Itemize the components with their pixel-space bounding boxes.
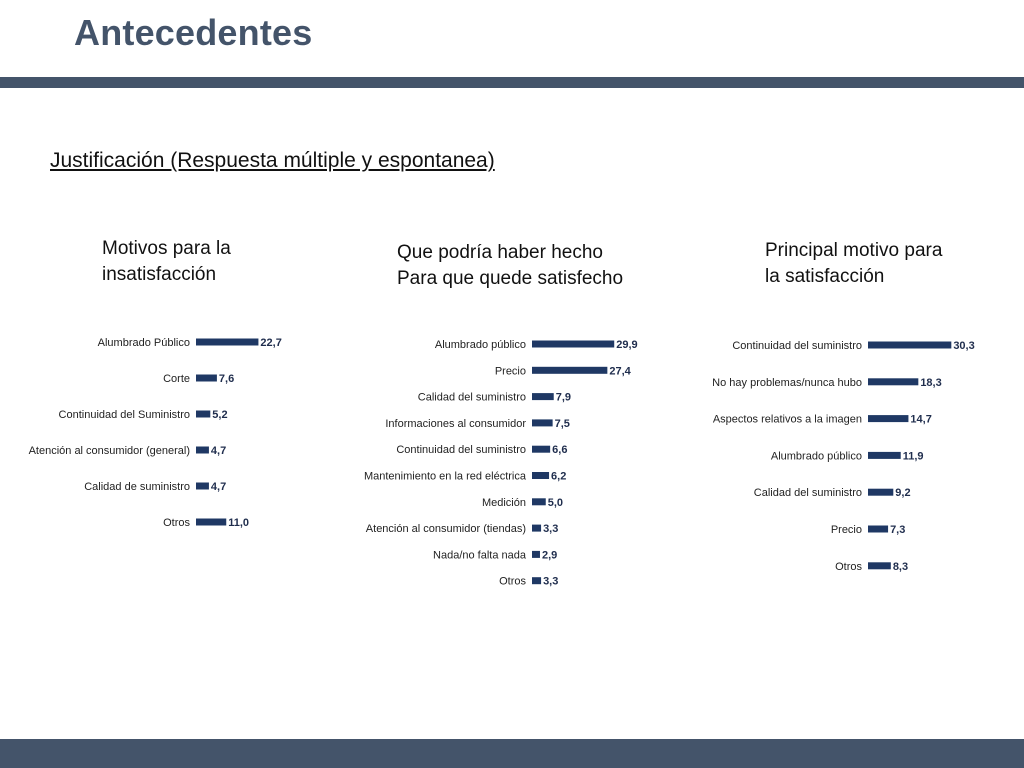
category-label: Continuidad del Suministro <box>58 409 190 421</box>
category-label: Precio <box>830 524 862 536</box>
category-label: Atención al consumidor (tiendas) <box>365 523 526 536</box>
bar <box>868 342 951 349</box>
category-label: Precio <box>494 365 526 378</box>
data-label: 11,0 <box>228 517 250 529</box>
header-band <box>0 77 1024 88</box>
category-label: Alumbrado público <box>770 450 862 463</box>
category-label: Calidad del suministro <box>753 487 862 500</box>
category-label: Continuidad del suministro <box>396 444 526 457</box>
category-label: Mantenimiento en la red eléctrica <box>363 470 526 483</box>
bar <box>532 551 540 558</box>
data-label: 3,3 <box>543 575 559 588</box>
data-label: 7,5 <box>554 417 570 430</box>
category-label: Atención al consumidor (general) <box>28 445 190 457</box>
bar <box>196 447 209 454</box>
bar <box>196 519 226 526</box>
data-label: 30,3 <box>953 340 975 352</box>
category-label: No hay problemas/nunca hubo <box>712 376 862 389</box>
bar <box>868 526 888 533</box>
bar <box>196 411 210 418</box>
bar <box>868 489 893 496</box>
bar <box>532 367 607 374</box>
category-label: Alumbrado público <box>434 339 526 351</box>
data-label: 7,9 <box>555 391 572 404</box>
slide-subtitle: Justificación (Respuesta múltiple y espontanea) <box>50 149 495 172</box>
category-label: Otros <box>499 575 526 588</box>
bar <box>868 562 891 569</box>
chart-satisfaccion <box>690 320 1024 590</box>
bar <box>532 577 541 584</box>
bar <box>532 446 550 453</box>
bar <box>196 375 217 382</box>
bar <box>532 393 554 400</box>
data-label: 4,7 <box>210 445 227 457</box>
category-label: Informaciones al consumidor <box>385 417 526 430</box>
category-label: Aspectos relativos a la imagen <box>712 413 862 426</box>
data-label: 5,2 <box>212 409 228 421</box>
data-label: 7,6 <box>218 373 235 385</box>
category-label: Otros <box>163 517 190 529</box>
data-label: 5,0 <box>547 496 564 509</box>
category-label: Medición <box>481 496 526 509</box>
data-label: 2,9 <box>541 549 558 562</box>
bar <box>868 378 918 385</box>
footer-band <box>0 739 1024 768</box>
bar <box>532 419 553 426</box>
data-label: 29,9 <box>616 339 638 351</box>
chart-que-podria-haber-hecho <box>320 320 690 600</box>
bar <box>868 452 901 459</box>
bar <box>532 525 541 532</box>
data-label: 8,3 <box>892 560 909 573</box>
category-label: Corte <box>163 373 190 385</box>
data-label: 22,7 <box>260 337 282 349</box>
data-label: 4,7 <box>210 481 227 493</box>
bar <box>532 498 546 505</box>
data-label: 6,6 <box>552 444 568 457</box>
slide-title: Antecedentes <box>74 12 313 53</box>
category-label: Calidad de suministro <box>84 481 190 493</box>
category-label: Otros <box>835 560 862 573</box>
data-label: 9,2 <box>895 487 911 500</box>
chart-title-satisfecho: Que podría haber hecho Para que quede satisfecho <box>397 242 624 289</box>
category-label: Continuidad del suministro <box>732 340 862 352</box>
category-label: Nada/no falta nada <box>433 549 526 562</box>
bar <box>868 415 908 422</box>
bar <box>532 472 549 479</box>
data-label: 6,2 <box>551 470 567 483</box>
chart-insatisfaccion <box>0 320 320 550</box>
chart-title-satisfaccion: Principal motivo para la satisfacción <box>765 240 943 287</box>
data-label: 18,3 <box>920 376 942 389</box>
data-label: 7,3 <box>890 524 906 536</box>
category-label: Calidad del suministro <box>417 391 526 404</box>
chart-title-insatisfaccion: Motivos para la insatisfacción <box>102 238 231 285</box>
bar <box>196 339 258 346</box>
data-label: 3,3 <box>543 523 559 536</box>
data-label: 11,9 <box>902 450 924 463</box>
data-label: 27,4 <box>609 365 631 378</box>
bar <box>196 483 209 490</box>
bar <box>532 341 614 348</box>
data-label: 14,7 <box>910 413 932 426</box>
category-label: Alumbrado Público <box>97 337 190 349</box>
